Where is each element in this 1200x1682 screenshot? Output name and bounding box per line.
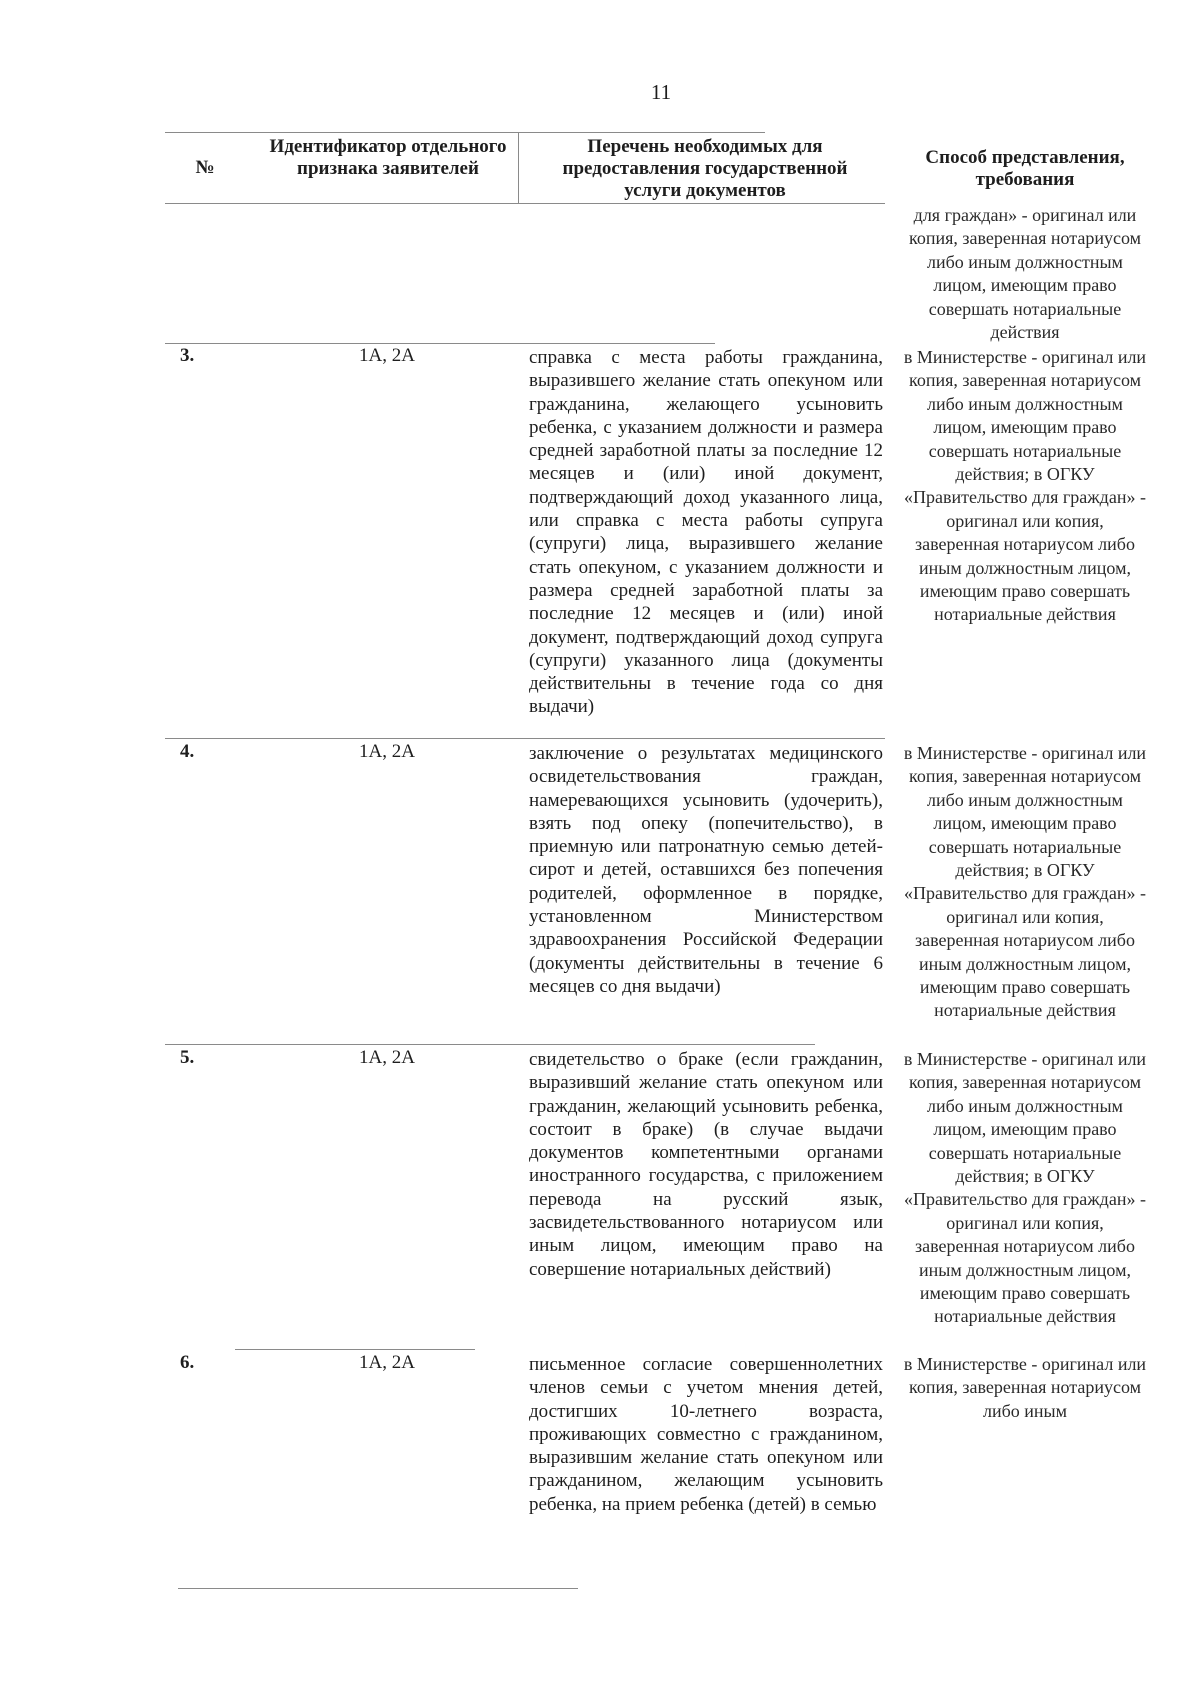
header-documents: Перечень необходимых для предоставления государственной услуги документов (562, 136, 848, 201)
row-3-num: 3. (180, 345, 195, 366)
row-3-identifier: 1А, 2А (359, 345, 415, 366)
continuation-method: для граждан» - оригинал или копия, заверенная нотариусом либо иным должностным лицом, имеющим право совершать нотариальные действия (908, 205, 1142, 343)
header-num: № (195, 157, 215, 178)
header-identifier: Идентификатор отдельного признака заявителей (269, 136, 507, 179)
row-4-num: 4. (180, 741, 195, 762)
row-4-method: в Министерстве - оригинал или копия, заверенная нотариусом либо иным должностным лицом, имеющим право совершать нотариальные действия; в ОГКУ «Правительство для граждан» - оригинал или копия, заверенная нотариусом либо иным должностным лицом, имеющим право совершать нотариальные действия (903, 743, 1147, 1021)
row-5-identifier: 1А, 2А (359, 1047, 415, 1068)
row-3-document: справка с места работы гражданина, выразившего желание стать опекуном или гражданина, желающего усыновить ребенка, с указанием должности и размера средней заработной платы за последние 12 месяцев и (или) иной документ, подтверждающий доход указанного лица, или справка с места работы супруга (супруги) лица, выразившего желание стать опекуном, с указанием должности и размера средней заработной платы за последние 12 месяцев и (или) иной документ, подтверждающий доход супруга (супруги) указанного лица (документы действительны в течение года со дня выдачи) (529, 347, 883, 718)
row-3-method: в Министерстве - оригинал или копия, заверенная нотариусом либо иным должностным лицом, имеющим право совершать нотариальные действия; в ОГКУ «Правительство для граждан» - оригинал или копия, заверенная нотариусом либо иным должностным лицом, имеющим право совершать нотариальные действия (903, 347, 1147, 625)
row-6-method: в Министерстве - оригинал или копия, заверенная нотариусом либо иным (903, 1354, 1147, 1421)
row-6-top-rule (235, 1349, 475, 1350)
header-bottom-rule (165, 203, 885, 204)
header-method: Способ представления, требования (925, 147, 1125, 190)
row-5-method: в Министерстве - оригинал или копия, заверенная нотариусом либо иным должностным лицом, имеющим право совершать нотариальные действия; в ОГКУ «Правительство для граждан» - оригинал или копия, заверенная нотариусом либо иным должностным лицом, имеющим право совершать нотариальные действия (903, 1049, 1147, 1327)
row-5-document: свидетельство о браке (если гражданин, выразивший желание стать опекуном или гражданин, желающий усыновить ребенка, состоит в браке) (в случае выдачи документов компетентными органами иностранного государства, с приложением перевода на русский язык, засвидетельствованного нотариусом или иным лицом, имеющим право на совершение нотариальных действий) (529, 1049, 883, 1280)
table-bottom-rule (178, 1588, 578, 1589)
row-3-top-rule (165, 343, 715, 344)
row-4-identifier: 1А, 2А (359, 741, 415, 762)
header-divider-1 (518, 132, 519, 203)
page-number: 11 (650, 80, 672, 104)
row-6-document: письменное согласие совершеннолетних членов семьи с учетом мнения детей, достигших 10-летнего возраста, проживающих совместно с гражданином, выразившим желание стать опекуном или гражданином, желающим усыновить ребенка, на прием ребенка (детей) в семью (529, 1354, 883, 1515)
row-6-identifier: 1А, 2А (359, 1352, 415, 1373)
row-4-top-rule (165, 738, 885, 739)
row-6-num: 6. (180, 1352, 195, 1373)
row-5-num: 5. (180, 1047, 195, 1068)
row-5-top-rule (165, 1044, 815, 1045)
header-top-rule (165, 132, 765, 133)
row-4-document: заключение о результатах медицинского освидетельствования граждан, намеревающихся усыновить (удочерить), взять под опеку (попечительство), в приемную или патронатную семью детей-сирот и детей, оставшихся без попечения родителей, оформленное в порядке, установленном Министерством здравоохранения Российской Федерации (документы действительны в течение 6 месяцев со дня выдачи) (529, 743, 883, 997)
